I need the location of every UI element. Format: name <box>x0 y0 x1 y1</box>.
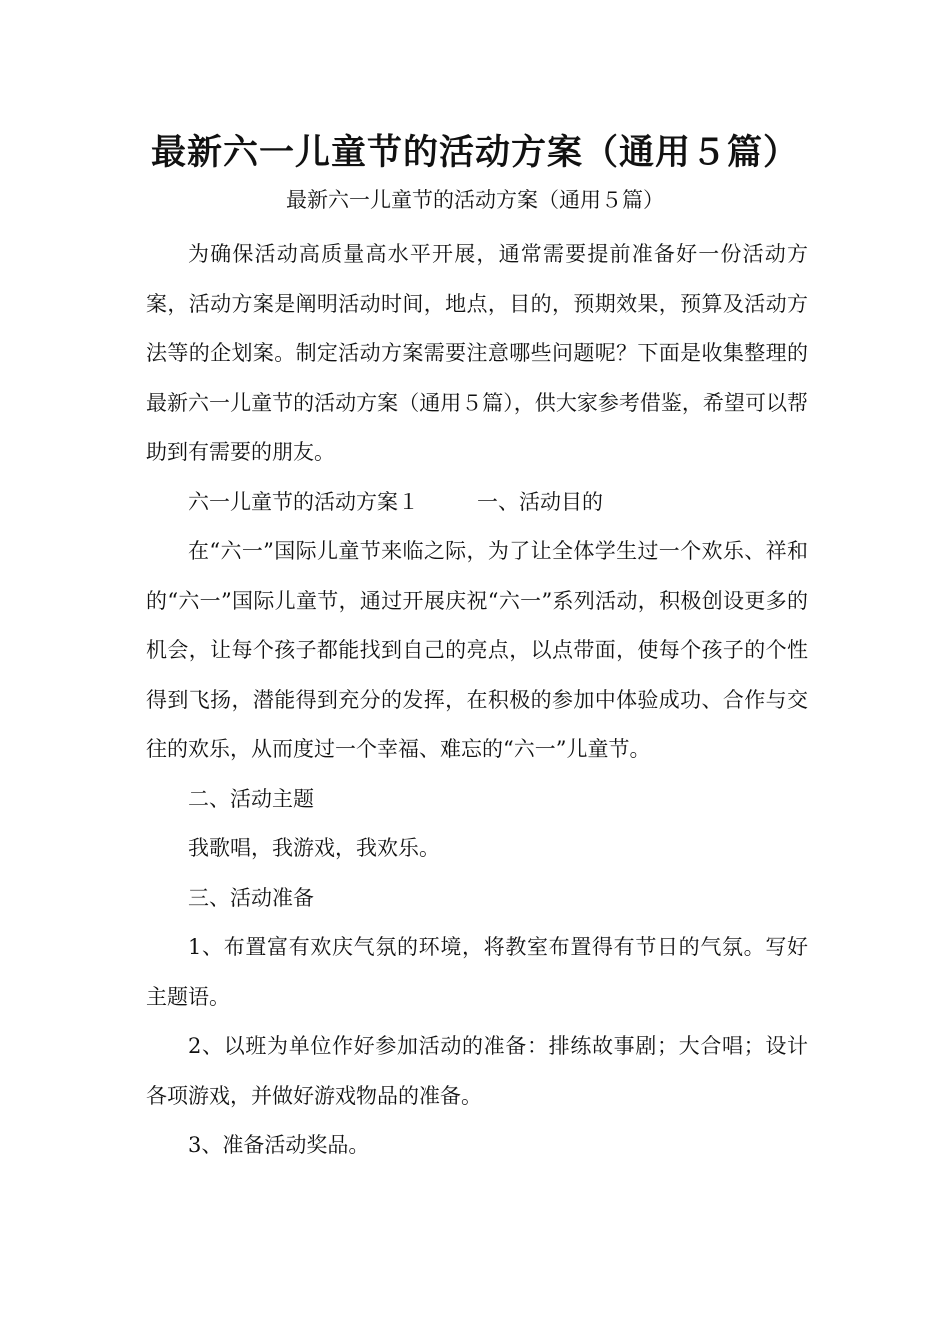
prep-item-2: 2、以班为单位作好参加活动的准备：排练故事剧；大合唱；设计各项游戏，并做好游戏物品的准备。 <box>146 1034 808 1108</box>
prep-item-3: 3、准备活动奖品。 <box>188 1133 370 1157</box>
section-heading: 六一儿童节的活动方案１ <box>188 489 419 514</box>
document-subtitle: 最新六一儿童节的活动方案（通用５篇） <box>286 188 664 212</box>
document-body <box>146 230 808 1171</box>
intro-paragraph: 为确保活动高质量高水平开展，通常需要提前准备好一份活动方案，活动方案是阐明活动时间，地点，目的，预期效果，预算及活动方法等的企划案。制定活动方案需要注意哪些问题呢？下面是收集整理的最新六一儿童节的活动方案（通用５篇），供大家参考借鉴，希望可以帮助到有需要的朋友。 <box>146 242 808 464</box>
prep-item-1: 1、布置富有欢庆气氛的环境，将教室布置得有节日的气氛。写好主题语。 <box>146 935 808 1009</box>
theme-paragraph: 我歌唱，我游戏，我欢乐。 <box>188 836 440 860</box>
theme-heading: 二、活动主题 <box>188 786 314 811</box>
prep-heading: 三、活动准备 <box>188 885 314 910</box>
purpose-paragraph: 在“六一”国际儿童节来临之际，为了让全体学生过一个欢乐、祥和的“六一”国际儿童节，通过开展庆祝“六一”系列活动，积极创设更多的机会，让每个孩子都能找到自己的亮点，以点带面，使每个孩子的个性得到飞扬，潜能得到充分的发挥，在积极的参加中体验成功、合作与交往的欢乐，从而度过一个幸福、难忘的“六一”儿童节。 <box>146 539 808 761</box>
purpose-heading: 一、活动目的 <box>477 489 603 514</box>
document-title: 最新六一儿童节的活动方案（通用５篇） <box>150 132 799 173</box>
section-heading-line <box>146 478 808 528</box>
